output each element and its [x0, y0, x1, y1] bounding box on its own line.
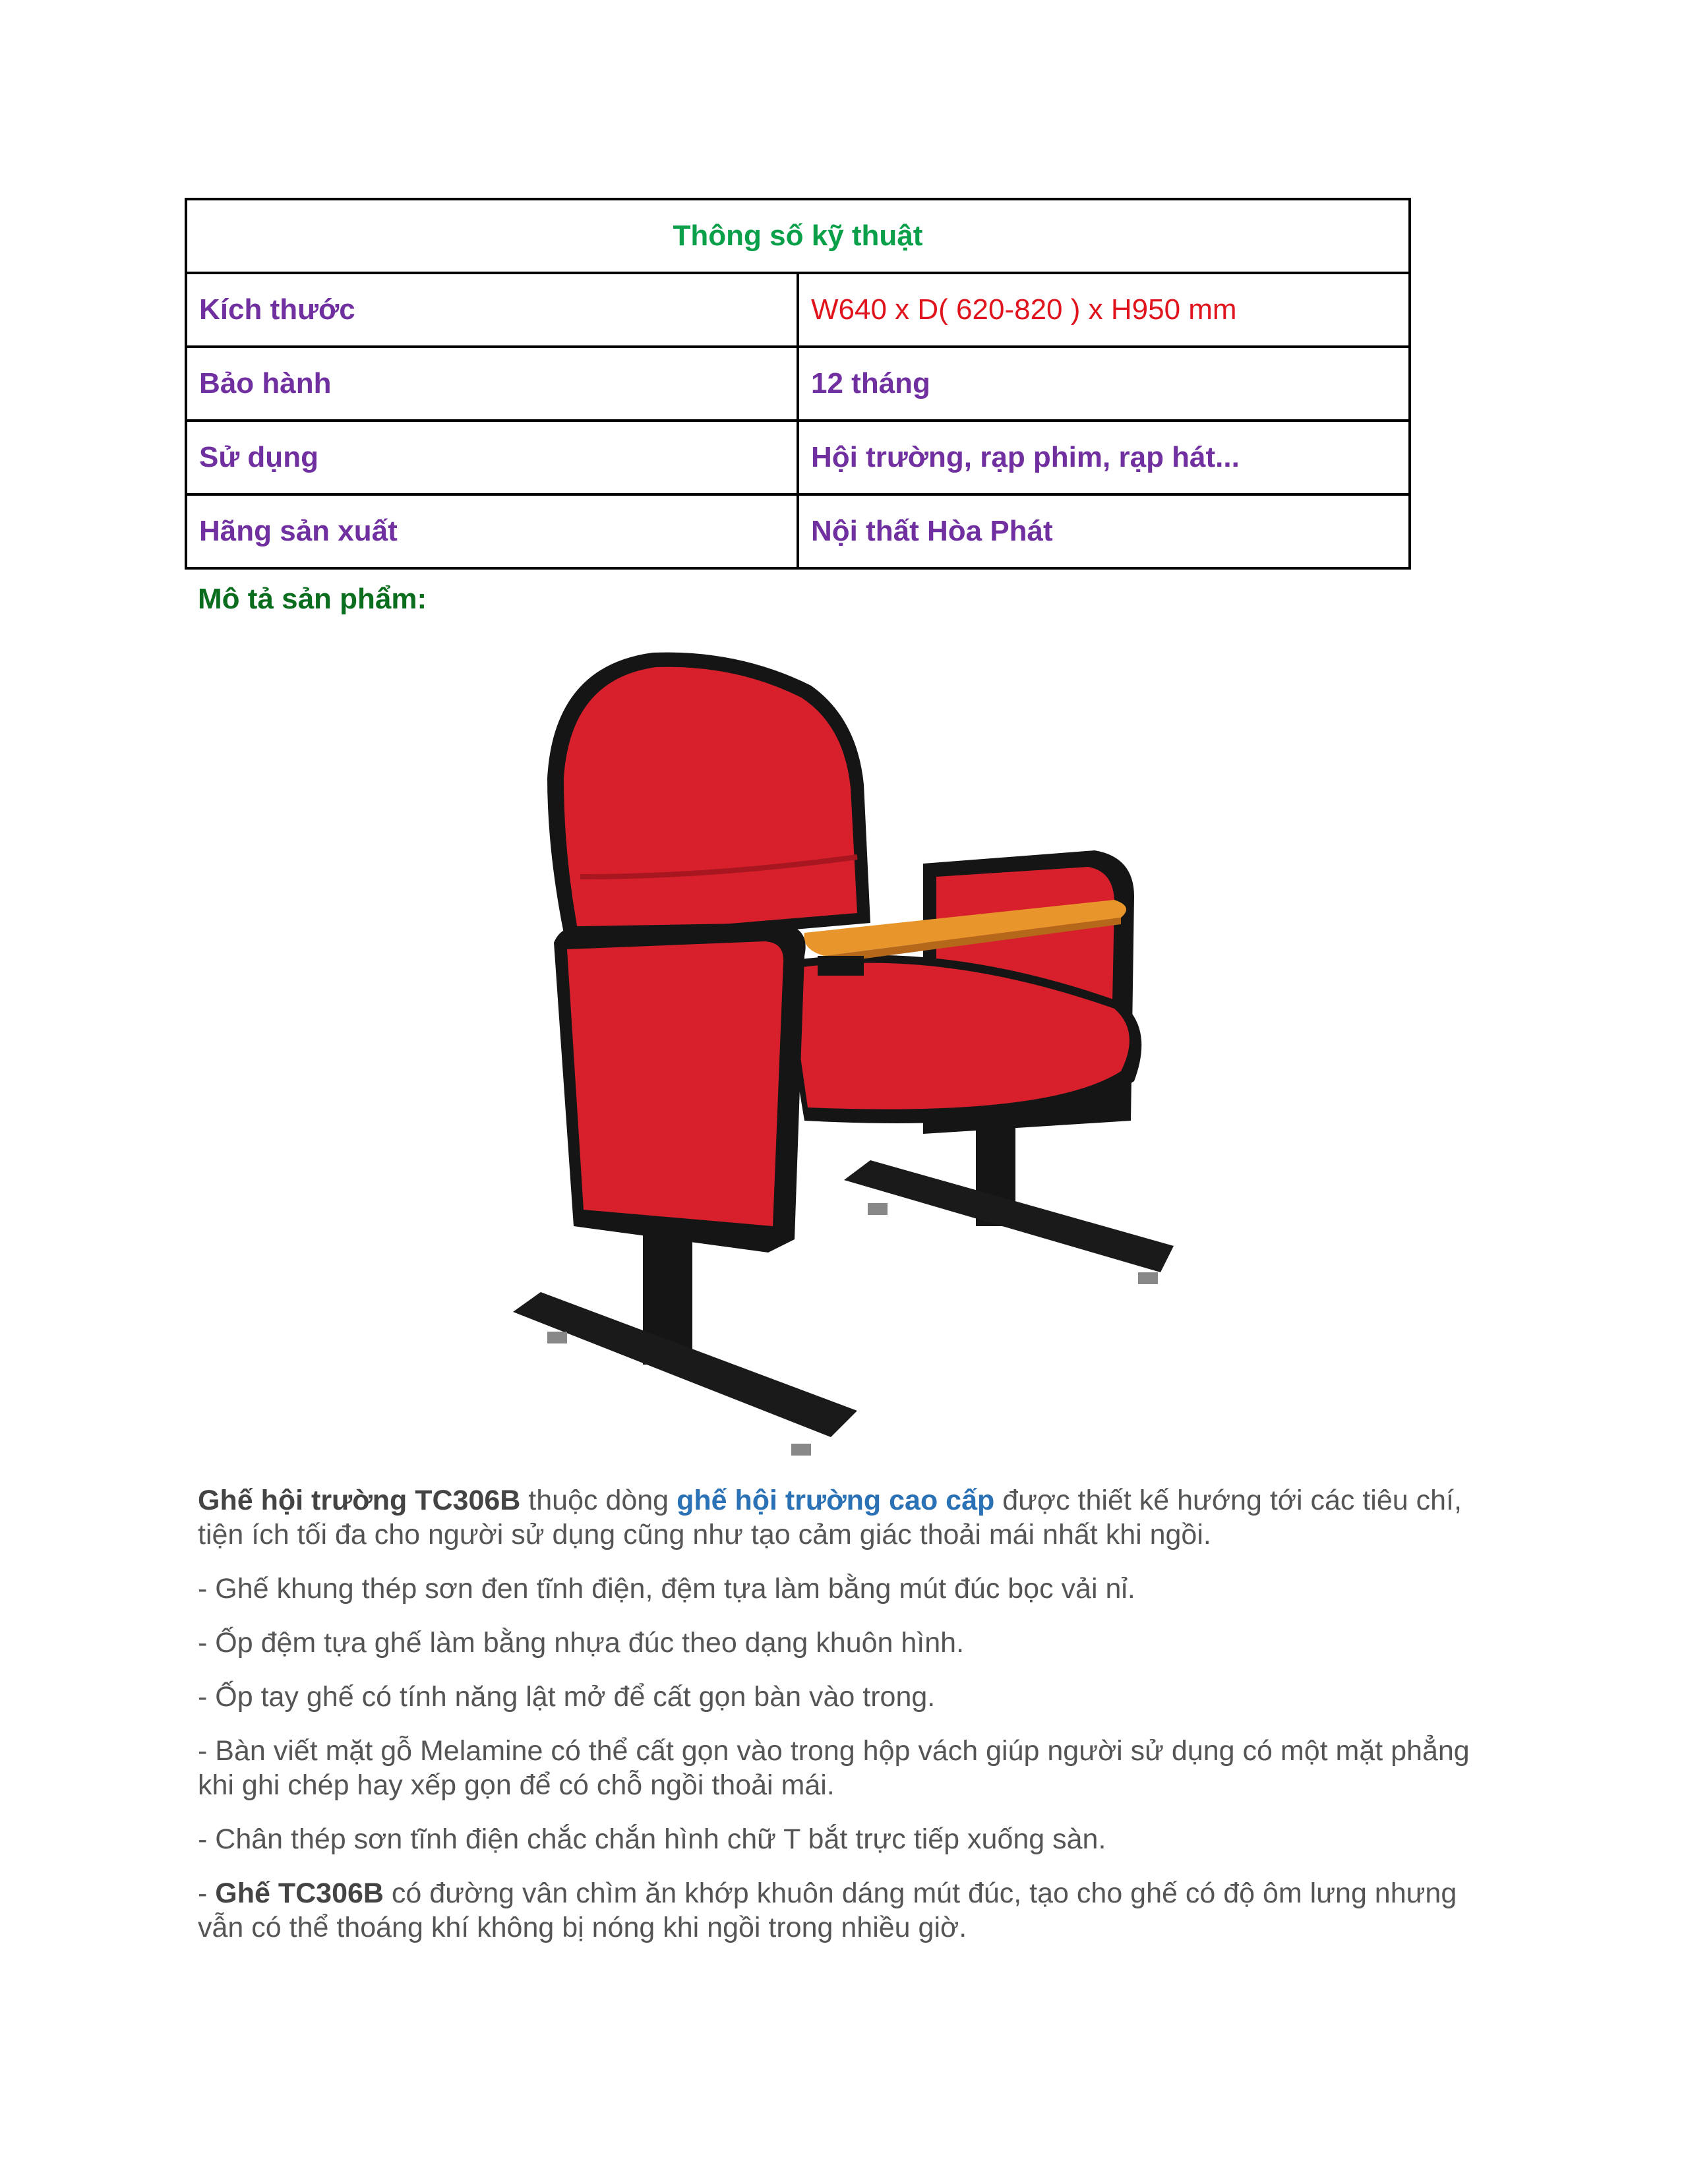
feature-item: - Chân thép sơn tĩnh điện chắc chắn hình chữ T bắt trực tiếp xuống sàn. [198, 1823, 1106, 1855]
feature-item: - Ốp tay ghế có tính năng lật mở để cất gọn bàn vào trong. [198, 1681, 936, 1713]
feature-text: có đường vân chìm ăn khớp khuôn dáng mút đúc, tạo cho ghế có độ ôm lưng nhưng vẫn có thể thoáng khí không bị nóng khi ngồi trong nhiều giờ. [198, 1877, 1457, 1943]
spec-table-title: Thông số kỹ thuật [186, 199, 1410, 273]
intro-text: thuộc dòng [520, 1485, 677, 1516]
spec-label: Kích thước [186, 273, 798, 347]
backrest [547, 653, 870, 949]
product-description [198, 1483, 1503, 1964]
product-name: Ghế hội trường TC306B [198, 1485, 521, 1516]
spec-row-size [186, 273, 1410, 347]
feature-item: - Bàn viết mặt gỗ Melamine có thể cất gọn vào trong hộp vách giúp người sử dụng có một mặt phẳng khi ghi chép hay xếp gọn để có chỗ ngồi thoải mái. [198, 1735, 1470, 1801]
spec-row-usage [186, 421, 1410, 494]
spec-label: Bảo hành [186, 347, 798, 421]
intro-text: được thiết kế hướng tới các tiêu chí, tiện ích tối đa cho người sử dụng cũng như tạo cảm giác thoải mái nhất khi ngồi. [198, 1485, 1462, 1550]
spec-value: 12 tháng [798, 347, 1410, 421]
intro-paragraph [198, 1483, 1503, 1552]
chair-product-image [501, 633, 1174, 1477]
description-heading: Mô tả sản phẩm: [198, 583, 427, 615]
feature-item [198, 1876, 1503, 1945]
rear-leg [844, 1121, 1174, 1284]
spec-table [185, 198, 1411, 570]
spec-value: Hội trường, rạp phim, rạp hát... [798, 421, 1410, 494]
product-name: Ghế TC306B [215, 1877, 384, 1909]
spec-value: Nội thất Hòa Phát [798, 494, 1410, 568]
spec-label: Hãng sản xuất [186, 494, 798, 568]
spec-label: Sử dụng [186, 421, 798, 494]
category-link[interactable]: ghế hội trường cao cấp [677, 1485, 995, 1516]
feature-prefix: - [198, 1877, 216, 1909]
spec-row-warranty [186, 347, 1410, 421]
front-leg [513, 1226, 857, 1456]
spec-value: W640 x D( 620-820 ) x H950 mm [798, 273, 1410, 347]
feature-item: - Ốp đệm tựa ghế làm bằng nhựa đúc theo dạng khuôn hình. [198, 1627, 965, 1659]
spec-row-manufacturer [186, 494, 1410, 568]
feature-item: - Ghế khung thép sơn đen tĩnh điện, đệm tựa làm bằng mút đúc bọc vải nỉ. [198, 1573, 1135, 1605]
left-armrest [554, 923, 806, 1253]
